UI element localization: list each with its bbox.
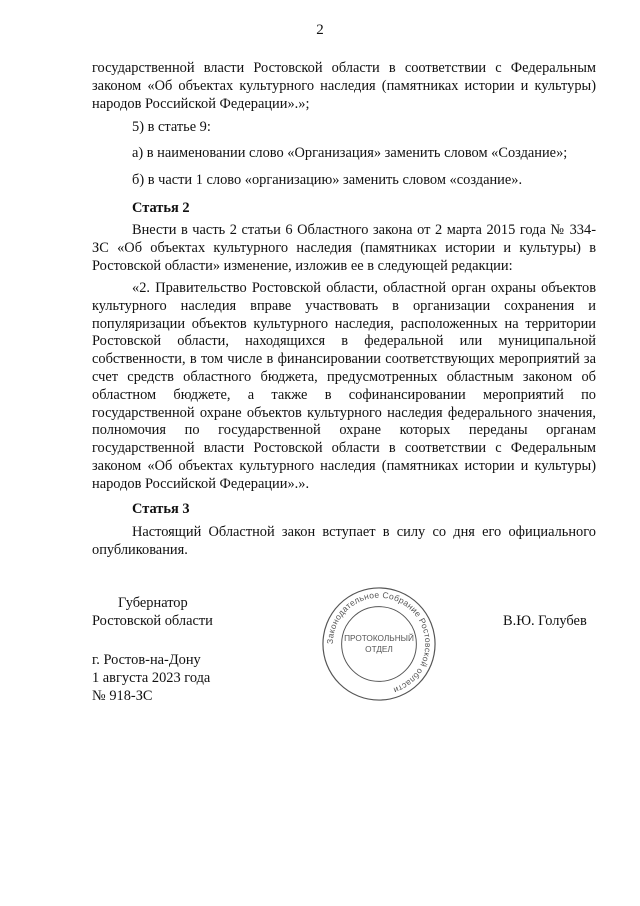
law-number: № 918-ЗС	[92, 688, 153, 704]
page-number: 2	[316, 22, 324, 38]
signing-date: 1 августа 2023 года	[92, 670, 211, 686]
stamp-center-line1: ПРОТОКОЛЬНЫЙ	[344, 634, 414, 644]
governor-title-line1: Губернатор	[118, 595, 188, 611]
article-2-body	[92, 222, 596, 275]
item-5a	[92, 145, 596, 163]
intro-paragraph	[92, 60, 596, 113]
governor-name: В.Ю. Голубев	[503, 613, 587, 629]
article-2-quote-text: «2. Правительство Ростовской области, областной орган охраны объектов культурного наследия вправе участвовать в организации сохранения и популяризации объектов культурного наследия, расположенных на территории Ростовской области, находящихся в федеральной или муниципальной собственности, в том числе в финансировании соответствующих мероприятий за счет средств областного бюджета, предусмотренных областным законом об областном бюджете, а также в софинансировании мероприятий по государственной охране объектов культурного наследия федерального значения, полномочия по государственной охране которых переданы органам государственной власти Ростовской области в соответствии с Федеральным законом «Об объектах культурного наследия (памятниках истории и культуры) народов Российской Федерации».».	[92, 280, 596, 492]
item-5b	[92, 172, 596, 190]
item-5	[92, 119, 596, 137]
article-2-quote	[92, 280, 596, 494]
item-5-text: 5) в статье 9:	[132, 119, 211, 135]
stamp-center-line2: ОТДЕЛ	[365, 644, 393, 654]
item-5b-text: б) в части 1 слово «организацию» заменить словом «создание».	[132, 172, 523, 188]
article-3-text: Настоящий Областной закон вступает в силу со дня его официального опубликования.	[92, 524, 596, 558]
article-2-heading: Статья 2	[132, 200, 190, 216]
item-5a-text: а) в наименовании слово «Организация» заменить словом «Создание»;	[132, 145, 568, 161]
article-2-text: Внести в часть 2 статьи 6 Областного закона от 2 марта 2015 года № 334-ЗС «Об объектах культурного наследия (памятниках истории и культуры) в Ростовской области» изменение, изложив ее в следующей редакции:	[92, 222, 596, 274]
signing-city: г. Ростов-на-Дону	[92, 652, 201, 668]
stamp-ring-text: Законодательное Собрание Ростовской области	[324, 589, 434, 696]
governor-title-line2: Ростовской области	[92, 613, 213, 629]
article-3-body	[92, 524, 596, 560]
intro-text: государственной власти Ростовской области в соответствии с Федеральным законом «Об объектах культурного наследия (памятниках истории и культуры) народов Российской Федерации».»;	[92, 60, 596, 112]
article-3-heading: Статья 3	[132, 501, 190, 517]
official-stamp	[320, 585, 438, 703]
